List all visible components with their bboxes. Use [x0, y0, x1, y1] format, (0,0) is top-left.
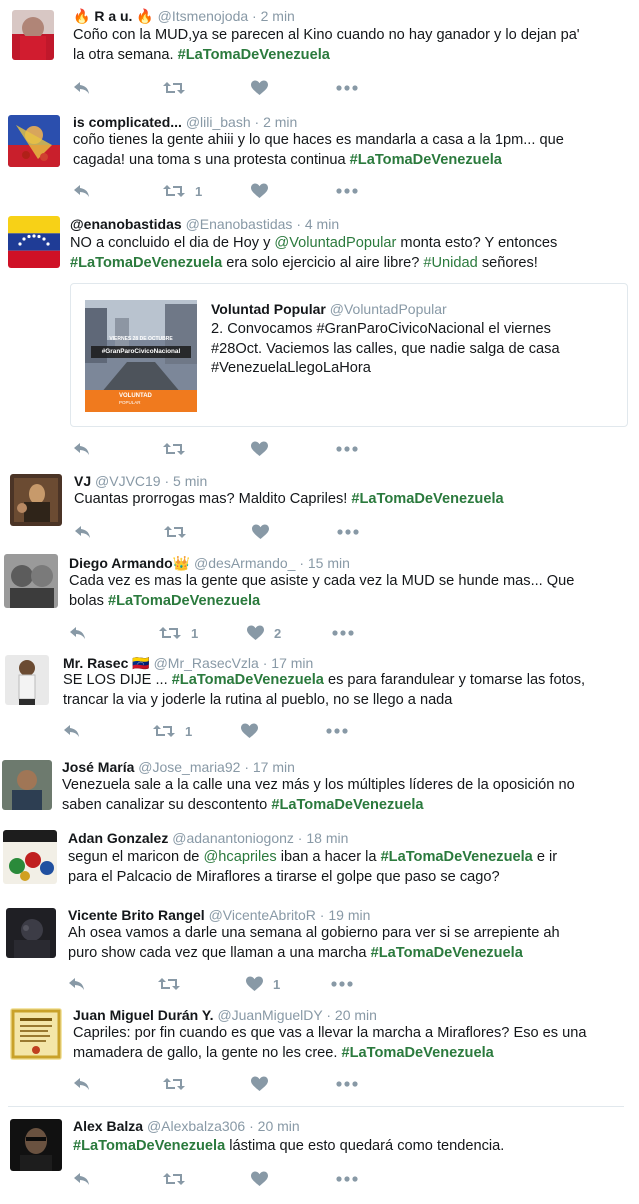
tweet-text-line	[73, 151, 564, 171]
more-icon	[337, 529, 359, 535]
timestamp[interactable]: 20 min	[334, 1007, 377, 1023]
retweet-icon	[163, 441, 185, 457]
display-name[interactable]: R a u.	[94, 8, 133, 24]
more-icon	[336, 85, 358, 91]
avatar[interactable]	[6, 908, 56, 958]
more-icon	[326, 728, 348, 734]
tweet-text-line	[73, 26, 580, 46]
heart-icon	[241, 723, 258, 739]
tweet	[0, 650, 639, 754]
image-banner: #GranParoCivicoNacional	[101, 348, 181, 355]
tweet	[0, 826, 639, 902]
user-handle[interactable]: @Mr_RasecVzla	[153, 655, 259, 671]
timestamp[interactable]: 4 min	[304, 216, 340, 232]
like-count: 2	[274, 625, 282, 641]
separator-dot: ·	[244, 759, 249, 775]
reply-icon	[73, 1076, 91, 1092]
more-button[interactable]	[336, 78, 358, 98]
reply-button[interactable]	[73, 1169, 91, 1189]
hashtag-link[interactable]: #LaTomaDeVenezuela	[380, 849, 533, 865]
reply-button[interactable]	[73, 1074, 91, 1094]
tweet-text-segment: monta esto? Y entonces	[396, 235, 558, 251]
reply-icon	[68, 976, 86, 992]
tweet-text	[68, 848, 557, 887]
display-name[interactable]: José María	[62, 759, 135, 775]
more-icon	[336, 188, 358, 194]
timestamp[interactable]: 17 min	[252, 759, 295, 775]
tweet-text	[68, 924, 560, 963]
crown-emoji: 👑	[172, 555, 191, 571]
tweet	[0, 546, 639, 650]
tweet-text-line	[73, 1044, 586, 1064]
heart-icon	[251, 1076, 268, 1092]
retweet-count: 1	[195, 183, 203, 199]
separator-dot: ·	[299, 555, 304, 571]
reply-icon	[73, 183, 91, 199]
avatar[interactable]	[2, 760, 52, 810]
tweet-text-line	[69, 572, 574, 592]
fire-emoji: 🔥	[136, 8, 154, 24]
mention-link[interactable]: @hcapriles	[203, 849, 277, 865]
reply-icon	[69, 625, 87, 641]
timestamp[interactable]: 19 min	[328, 907, 371, 923]
more-icon	[336, 1081, 358, 1087]
more-icon	[336, 1176, 358, 1182]
tweet-text	[73, 26, 580, 65]
tweet-text-line	[63, 691, 585, 711]
tweet-text-line	[68, 924, 560, 944]
reply-icon	[73, 1171, 91, 1187]
reply-button[interactable]	[63, 721, 81, 741]
user-handle[interactable]: @Alexbalza306	[146, 1118, 246, 1134]
more-button[interactable]	[336, 1169, 358, 1189]
like-button[interactable]	[251, 1074, 278, 1094]
retweet-icon	[163, 1171, 185, 1187]
tweet-text-segment: Ah osea vamos a darle una semana al gobierno para ver si se arrepiente ah	[68, 925, 560, 941]
heart-icon	[252, 524, 269, 540]
reply-icon	[73, 80, 91, 96]
tweet-text-segment: SE LOS DIJE ...	[63, 672, 172, 688]
tweet	[0, 0, 639, 105]
retweet-button[interactable]	[153, 721, 192, 741]
tweet-text-line	[68, 944, 560, 964]
more-button[interactable]	[331, 974, 353, 994]
like-button[interactable]	[251, 1169, 278, 1189]
tweet-text-segment: para el Palcacio de Miraflores a tirarse el golpe que paso se cago?	[68, 868, 500, 885]
user-handle[interactable]: @Enanobastidas	[185, 216, 293, 232]
tweet-text-line	[70, 254, 557, 274]
separator-dot: ·	[164, 473, 170, 489]
tweet-text-segment: coño tienes la gente ahiii y lo que haces es mandarla a casa a la 1pm... que	[73, 132, 564, 148]
mention-link[interactable]: @VoluntadPopular	[274, 235, 397, 251]
user-handle[interactable]: @desArmando_	[194, 555, 296, 571]
tweet-text-segment: era solo ejercicio al aire libre?	[222, 254, 424, 271]
retweet-button[interactable]	[164, 522, 196, 542]
like-button[interactable]	[251, 439, 278, 459]
tweet-text-segment: cagada! una toma s una protesta continua	[73, 151, 350, 168]
separator-dot: ·	[296, 216, 301, 232]
user-handle[interactable]: @JuanMiguelDY	[217, 1007, 323, 1023]
display-name[interactable]: Vicente Brito Rangel	[68, 907, 205, 923]
tweet-text-segment: puro show cada vez que llaman a una marcha	[68, 944, 371, 961]
tweet-text-segment: es para farandulear y tomarse las fotos,	[323, 672, 586, 688]
display-name[interactable]: Alex Balza	[73, 1118, 144, 1134]
tweet-text-line	[63, 671, 585, 691]
reply-button[interactable]	[69, 623, 87, 643]
separator-dot: ·	[252, 8, 257, 24]
tweet-text-segment: trancar la via y joderle la rutina al pueblo, no se llego a nada	[63, 691, 453, 708]
more-button[interactable]	[336, 439, 358, 459]
avatar[interactable]	[12, 10, 54, 60]
avatar[interactable]	[8, 216, 60, 268]
display-name[interactable]: VJ	[74, 473, 92, 489]
reply-icon	[73, 441, 91, 457]
retweet-button[interactable]	[163, 78, 195, 98]
user-handle[interactable]: @lili_bash	[185, 114, 251, 130]
avatar[interactable]	[10, 1119, 62, 1171]
heart-icon	[247, 625, 264, 641]
user-handle[interactable]: @Jose_maria92	[138, 759, 241, 775]
tweet-text	[70, 234, 557, 273]
more-button[interactable]	[326, 721, 348, 741]
quoted-user-handle[interactable]: @VoluntadPopular	[329, 301, 447, 317]
tweet	[0, 1002, 639, 1106]
fire-emoji: 🔥	[73, 8, 91, 24]
tweet-text-segment: e ir	[532, 849, 558, 865]
tweet-text-segment: iban a hacer la	[276, 849, 381, 865]
more-icon	[336, 446, 358, 452]
retweet-button[interactable]	[163, 1074, 195, 1094]
like-button[interactable]	[252, 522, 279, 542]
quoted-display-name[interactable]: Voluntad Popular	[211, 301, 326, 317]
retweet-count: 1	[191, 625, 199, 641]
hashtag-link[interactable]: #LaTomaDeVenezuela	[271, 796, 424, 813]
heart-icon	[251, 1171, 268, 1187]
tweet	[0, 468, 639, 546]
more-icon	[331, 981, 353, 987]
tweet-text-segment: Cada vez es mas la gente que asiste y cada vez la MUD se hunde mas... Que	[69, 573, 575, 589]
avatar[interactable]	[10, 1008, 62, 1060]
retweet-icon	[163, 1076, 185, 1092]
tweet	[0, 1107, 639, 1204]
retweet-icon	[163, 80, 185, 96]
heart-icon	[251, 183, 268, 199]
tweet-text	[62, 776, 575, 815]
tweet-text-segment: la otra semana.	[73, 46, 178, 63]
tweet-text-line	[68, 848, 557, 868]
display-name[interactable]: Adan Gonzalez	[68, 830, 169, 846]
avatar[interactable]	[8, 115, 60, 167]
separator-dot: ·	[297, 830, 303, 846]
hashtag-link[interactable]: #LaTomaDeVenezuela	[370, 944, 523, 961]
heart-icon	[246, 976, 263, 992]
retweet-button[interactable]	[163, 439, 195, 459]
tweet-text-segment: segun el maricon de	[68, 849, 204, 865]
tweet-text-segment: Capriles: por fin cuando es que vas a llevar la marcha a Miraflores? Eso es una	[73, 1025, 587, 1041]
display-name[interactable]: @enanobastidas	[70, 216, 182, 232]
tweet-text-line	[73, 1024, 586, 1044]
tweet-text-segment: mamadera de gallo, la gente no les cree.	[73, 1044, 342, 1061]
tweet-text-segment: Coño con la MUD,ya se parecen al Kino cuando no hay ganador y lo dejan pa'	[73, 27, 580, 43]
heart-icon	[251, 80, 268, 96]
retweet-icon	[164, 524, 186, 540]
image-caption-top: VIERNES 28 DE OCTUBRE	[109, 336, 173, 342]
tweet-text-line	[73, 1137, 504, 1157]
display-name[interactable]: Diego Armando	[69, 555, 173, 571]
display-name[interactable]: Juan Miguel Durán Y.	[73, 1007, 214, 1023]
hashtag-link[interactable]: #LaTomaDeVenezuela	[349, 151, 502, 168]
tweet-text-line	[74, 490, 504, 510]
tweet	[0, 105, 639, 210]
avatar[interactable]	[4, 554, 58, 608]
more-button[interactable]	[336, 181, 358, 201]
avatar[interactable]	[5, 655, 49, 705]
retweet-button[interactable]	[158, 974, 190, 994]
hashtag-link[interactable]: #LaTomaDeVenezuela	[341, 1044, 494, 1061]
reply-icon	[63, 723, 81, 739]
timestamp[interactable]: 5 min	[173, 473, 208, 489]
separator-dot: ·	[326, 1007, 332, 1023]
tweet-text-line	[70, 234, 557, 254]
tweet	[0, 902, 639, 1002]
like-button[interactable]	[251, 78, 278, 98]
quoted-text-line: 2. Convocamos #GranParoCivicoNacional el viernes	[211, 321, 551, 337]
tweet-text	[73, 1024, 586, 1063]
quoted-text-line: #28Oct. Vaciemos las calles, que nadie salga de casa	[211, 340, 560, 357]
quoted-text-line: #VenezuelaLlegoLaHora	[211, 360, 371, 376]
hashtag-link[interactable]: #LaTomaDeVenezuela	[70, 254, 223, 271]
tweet-text-line	[62, 796, 575, 816]
avatar[interactable]	[3, 830, 57, 884]
tweet-text-segment: saben canalizar su descontento	[62, 796, 272, 813]
separator-dot: ·	[262, 655, 268, 671]
tweet-text-segment: lástima que esto quedará como tendencia.	[225, 1138, 505, 1154]
mention-link[interactable]: #Unidad	[423, 254, 478, 271]
reply-button[interactable]	[73, 78, 91, 98]
more-button[interactable]	[332, 623, 354, 643]
reply-button[interactable]	[73, 181, 91, 201]
separator-dot: ·	[249, 1118, 254, 1134]
like-button[interactable]	[251, 181, 278, 201]
venezuela-flag-emoji: 🇻🇪	[132, 655, 150, 671]
reply-button[interactable]	[74, 522, 92, 542]
user-handle[interactable]: @VicenteAbritoR	[208, 907, 316, 923]
tweet-text-segment: Venezuela sale a la calle una vez más y los múltiples líderes de la oposición no	[62, 777, 575, 793]
tweet-text	[74, 490, 504, 510]
heart-icon	[251, 441, 268, 457]
tweet-text-line	[69, 592, 574, 612]
retweet-button[interactable]	[159, 623, 198, 643]
tweet-text-line	[73, 46, 580, 66]
tweet-text-segment: bolas	[69, 592, 108, 609]
retweet-icon	[159, 625, 181, 641]
tweet-text-segment: NO a concluido el dia de Hoy y	[70, 235, 275, 251]
hashtag-link[interactable]: #LaTomaDeVenezuela	[107, 592, 261, 609]
timestamp[interactable]: 17 min	[271, 655, 314, 671]
tweet-text	[63, 671, 585, 710]
tweet-text-line	[62, 776, 575, 796]
like-count: 1	[273, 976, 281, 992]
timestamp[interactable]: 15 min	[307, 555, 350, 571]
reply-icon	[74, 524, 92, 540]
tweet-text-segment: señores!	[477, 254, 538, 271]
more-icon	[332, 630, 354, 636]
retweet-button[interactable]	[163, 181, 202, 201]
user-handle[interactable]: @adanantoniogonz	[172, 830, 294, 846]
retweet-icon	[158, 976, 180, 992]
tweet-text-segment: Cuantas prorrogas mas? Maldito Capriles!	[74, 491, 352, 507]
retweet-icon	[163, 183, 185, 199]
tweet-text	[73, 1137, 504, 1157]
avatar[interactable]	[10, 474, 62, 526]
like-button[interactable]	[241, 721, 268, 741]
more-button[interactable]	[337, 522, 359, 542]
tweet-text-line	[68, 868, 557, 888]
hashtag-link[interactable]: #LaTomaDeVenezuela	[171, 672, 324, 688]
user-handle[interactable]: @Itsmenojoda	[157, 8, 249, 24]
retweet-button[interactable]	[163, 1169, 195, 1189]
timestamp[interactable]: 2 min	[260, 8, 295, 24]
hashtag-link[interactable]: #LaTomaDeVenezuela	[351, 491, 504, 507]
like-button[interactable]	[247, 623, 281, 643]
timestamp[interactable]: 20 min	[257, 1118, 300, 1134]
tweet-text	[73, 131, 564, 170]
hashtag-link[interactable]: #LaTomaDeVenezuela	[73, 1138, 226, 1154]
timestamp[interactable]: 18 min	[306, 830, 349, 846]
reply-button[interactable]	[73, 439, 91, 459]
voluntad-logo: VOLUNTAD POPULAR	[119, 393, 152, 405]
separator-dot: ·	[254, 114, 260, 130]
display-name[interactable]: Mr. Rasec	[63, 655, 129, 671]
quoted-tweet-card[interactable]	[70, 283, 628, 427]
display-name[interactable]: is complicated...	[73, 114, 182, 130]
user-handle[interactable]: @VJVC19	[95, 473, 161, 489]
separator-dot: ·	[319, 907, 325, 923]
tweet	[0, 754, 639, 826]
timestamp[interactable]: 2 min	[263, 114, 298, 130]
more-button[interactable]	[336, 1074, 358, 1094]
reply-button[interactable]	[68, 974, 86, 994]
like-button[interactable]	[246, 974, 280, 994]
retweet-icon	[153, 723, 175, 739]
tweet-text	[69, 572, 574, 611]
tweet-text-line	[73, 131, 564, 151]
quoted-tweet-image	[85, 300, 197, 412]
hashtag-link[interactable]: #LaTomaDeVenezuela	[177, 46, 330, 63]
retweet-count: 1	[185, 723, 193, 739]
tweet	[0, 210, 639, 468]
